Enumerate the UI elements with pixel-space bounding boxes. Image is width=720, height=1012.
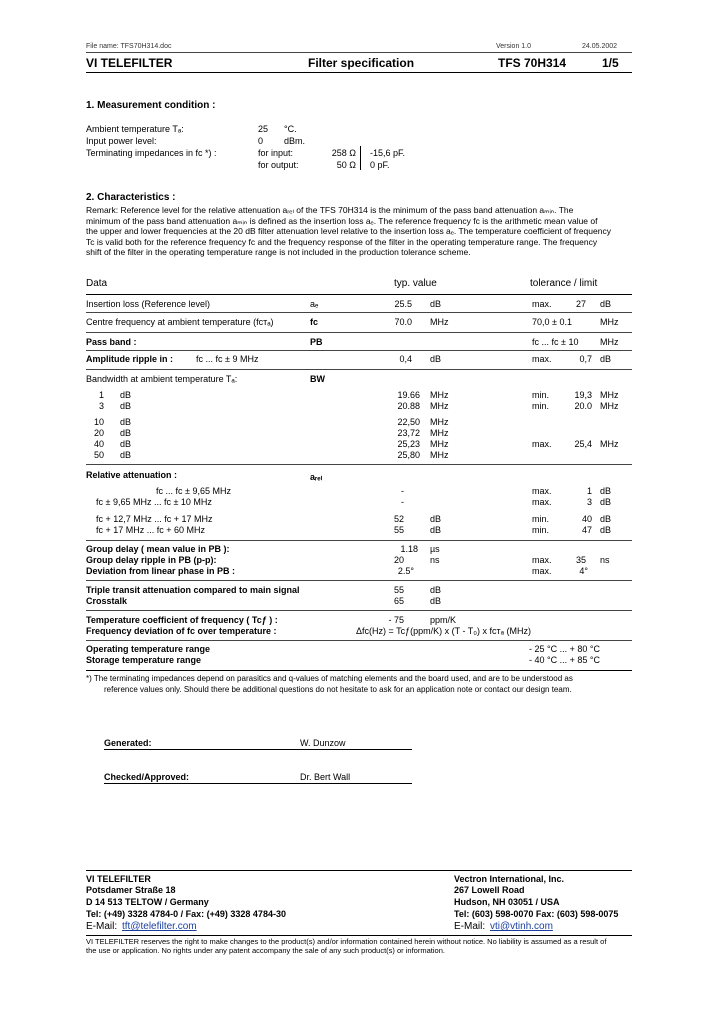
footer-right-line: Hudson, NH 03051 / USA [454,897,560,907]
row-label: Insertion loss (Reference level) [86,299,211,309]
gd-typ: 20 [393,555,404,565]
col-tolerance: tolerance / limit [530,278,598,289]
input-power-unit: dBm. [284,136,306,146]
footer-right-line: 267 Lowell Road [454,885,525,895]
table-rule [86,540,632,541]
gd-typ-unit: µs [430,544,440,554]
bw-unit: dB [120,390,132,400]
bw-tol-qual: min. [532,401,550,411]
gd-typ: 1.18 [400,544,418,554]
row-tol-unit: MHz [600,337,619,347]
tt-typ: 55 [393,585,404,595]
impedance-divider [360,146,361,170]
rel-att-condition: fᴄ ± 9,65 MHz ... fᴄ ± 10 MHz [96,497,212,507]
bw-unit: dB [120,417,132,427]
part-number: TFS 70H314 [498,56,567,70]
remark-line: Remark: Reference level for the relative attenuation aᵣₑₗ of the TFS 70H314 is the minimum of the pass band attenuation aₘᵢₙ. The [86,205,574,215]
op-temp-value: - 25 °C ... + 80 °C [529,644,600,654]
checked-label: Checked/Approved: [104,772,190,782]
gd-label: Group delay ( mean value in PB ): [86,544,230,554]
remark-line: Tc is valid both for the reference frequency fᴄ and the frequency response of the filter in the operating temperature range. The frequency [86,236,598,247]
row-typ: 25.5 [394,299,412,309]
row-tol-value: 0,7 [579,354,592,364]
rel-att-typ-unit: dB [430,525,442,535]
row-tol-unit: MHz [600,317,619,327]
footer-left-email-label: E-Mail: [86,921,118,932]
bw-tol-unit: MHz [600,390,619,400]
rel-att-tol-qual: min. [532,525,550,535]
footer-left-line: D 14 513 TELTOW / Germany [86,897,209,907]
gd-typ: 2.5° [397,566,414,576]
remark-line: shift of the filter in the operating temperature range is not included in the production tolerance scheme. [86,247,471,257]
col-data: Data [86,278,108,289]
measurement-heading: 1. Measurement condition : [86,100,216,111]
header-rule [86,72,632,73]
rel-att-typ: - [401,486,404,496]
row-typ-unit: dB [430,299,442,309]
disclaimer-line: VI TELEFILTER reserves the right to make changes to the product(s) and/or information contained herein without notice. No liability is assumed as a result of [86,937,607,946]
bw-typ: 22,50 [397,417,420,427]
remark-paragraph [86,205,620,258]
rel-att-label: Relative attenuation : [86,470,178,480]
table-rule [86,640,632,641]
footer-right-email-link[interactable]: vti@vtinh.com [490,921,553,932]
rel-att-typ: - [401,497,404,507]
gd-tol-value: 4° [579,566,588,576]
row-label: Centre frequency at ambient temperature (fᴄᴛₐ) [86,317,274,327]
characteristics-heading: 2. Characteristics : [86,192,176,203]
bw-typ: 20.88 [397,401,420,411]
tc-typ: - 75 [388,615,404,625]
table-rule [86,610,632,611]
table-rule [86,312,632,313]
rel-att-tol-unit: dB [600,486,612,496]
impedance-output-value: 50 Ω [336,160,356,170]
storage-temp-label: Storage temperature range [86,655,202,665]
bw-tol-qual: max. [532,439,552,449]
gd-label: Deviation from linear phase in PB : [86,566,236,576]
rel-att-typ: 52 [393,514,404,524]
bw-unit: dB [120,450,132,460]
table-rule [86,580,632,581]
footer-rule-bottom [86,935,632,936]
impedance-input-value: 258 Ω [331,148,356,158]
footer-left-line: Potsdamer Straße 18 [86,885,176,895]
rel-att-tol-value: 40 [581,514,592,524]
table-rule [86,332,632,333]
rel-att-condition: fᴄ + 12,7 MHz ... fᴄ + 17 MHz [96,514,213,524]
row-tol-qual: 70,0 ± 0.1 [532,317,572,327]
impedance-input-cap: -15,6 pF. [370,148,406,158]
ambient-temp-label: Ambient temperature Tₐ: [86,124,184,134]
row-tol-qual: fᴄ ... fᴄ ± 10 [532,337,579,347]
rel-att-typ-unit: dB [430,514,442,524]
remark-line: minimum of the pass band attenuation aₘᵢₙ is defined as the insertion loss aₑ. The reference frequency fᴄ is the arithmetic mean value of [86,215,598,226]
table-rule [86,350,632,351]
header-rule-top [86,52,632,53]
rel-att-tol-qual: max. [532,497,552,507]
tc-label: Temperature coefficient of frequency ( Tcƒ ) : [86,615,278,625]
row-tol-unit: dB [600,299,612,309]
bw-typ-unit: MHz [430,450,449,460]
freq-dev-formula: Δfᴄ(Hz) = Tcƒ(ppm/K) x (T - T₀) x fᴄᴛₐ (MHz) [356,626,531,636]
rel-att-tol-value: 3 [586,497,592,507]
rel-att-typ: 55 [393,525,404,535]
tc-unit: ppm/K [430,615,457,625]
bw-level: 20 [93,428,104,438]
row-symbol: aₑ [310,299,319,309]
bw-tol-value: 19,3 [574,390,592,400]
table-rule [86,670,632,671]
disclaimer-line: the use or application. No rights under any patent accompany the sale of any such product(s) or information. [86,946,445,955]
row-typ: 70.0 [394,317,412,327]
bw-tol-value: 25,4 [574,439,592,449]
rel-att-tol-qual: min. [532,514,550,524]
row-label: Pass band : [86,337,137,347]
storage-temp-value: - 40 °C ... + 85 °C [529,655,600,665]
input-power-value: 0 [258,136,264,146]
rel-att-tol-value: 47 [581,525,592,535]
bw-tol-qual: min. [532,390,550,400]
gd-tol-unit: ns [600,555,610,565]
col-typ: typ. value [394,278,437,289]
bw-typ: 25,23 [397,439,420,449]
doc-title: Filter specification [308,56,415,70]
disclaimer [86,937,620,955]
row-typ: 0,4 [399,354,412,364]
gd-tol-value: 35 [575,555,586,565]
bw-level: 3 [98,401,104,411]
footer-rule [86,870,632,871]
freq-dev-label: Frequency deviation of fᴄ over temperature : [86,626,277,636]
footer-left-line: Tel: (+49) 3328 4784-0 / Fax: (+49) 3328 4784-30 [86,909,286,919]
footnote [86,674,620,695]
rel-att-tol-unit: dB [600,514,612,524]
rel-att-tol-unit: dB [600,525,612,535]
impedance-label: Terminating impedances in fᴄ *) : [86,148,217,158]
impedance-output-cap: 0 pF. [370,160,390,170]
bw-typ: 23,72 [397,428,420,438]
company-name: VI TELEFILTER [86,56,173,70]
gd-label: Group delay ripple in PB (p-p): [86,555,217,565]
version: Version 1.0 [496,43,532,50]
row-tol-unit: dB [600,354,612,364]
bw-unit: dB [120,401,132,411]
bw-typ-unit: MHz [430,417,449,427]
generated-label: Generated: [104,738,152,748]
bw-typ-unit: MHz [430,390,449,400]
rel-att-tol-unit: dB [600,497,612,507]
bw-level: 50 [93,450,104,460]
row-tol-qual: max. [532,354,552,364]
rel-att-condition: fᴄ ... fᴄ ± 9,65 MHz [156,486,231,496]
impedance-input-label: for input: [258,148,294,158]
tt-label: Triple transit attenuation compared to main signal [86,585,300,595]
doc-date: 24.05.2002 [582,43,618,50]
ambient-temp-value: 25 [258,124,269,134]
footer-left-email-link[interactable]: tft@telefilter.com [122,921,197,932]
gd-tol-qual: max. [532,555,552,565]
table-rule [86,294,632,295]
gd-typ-unit: ns [430,555,440,565]
table-rule [86,369,632,370]
bw-typ-unit: MHz [430,401,449,411]
row-symbol: PB [310,337,323,347]
bw-level: 1 [98,390,104,400]
ambient-temp-unit: °C. [284,124,297,134]
rel-att-condition: fᴄ + 17 MHz ... fᴄ + 60 MHz [96,525,206,535]
bw-unit: dB [120,428,132,438]
row-symbol: fᴄ [310,317,319,327]
bandwidth-symbol: BW [310,374,325,384]
impedance-output-label: for output: [258,160,299,170]
footer-left-line: VI TELEFILTER [86,874,151,884]
bandwidth-label: Bandwidth at ambient temperature Tₐ: [86,374,238,384]
footnote-line: *) The terminating impedances depend on parasitics and q-values of matching elements and the board used, and are to be understood as [86,674,573,683]
footer-right-line: Vectron International, Inc. [454,874,565,884]
row-condition: fᴄ ... fᴄ ± 9 MHz [196,354,259,364]
row-typ-unit: MHz [430,317,449,327]
row-typ-unit: dB [430,354,442,364]
bw-unit: dB [120,439,132,449]
op-temp-label: Operating temperature range [86,644,211,654]
footnote-line: reference values only. Should there be additional questions do not hesitate to ask for an application note or contact our design team. [104,684,572,694]
remark-line: the upper and lower frequencies at the 20 dB filter attenuation level relative to the insertion loss aₑ. The temperature coefficient of frequency [86,226,611,236]
crosstalk-typ: 65 [393,596,404,606]
rel-att-tol-value: 1 [586,486,592,496]
footer-right-line: Tel: (603) 598-0070 Fax: (603) 598-0075 [454,909,619,919]
row-tol-qual: max. [532,299,552,309]
row-label: Amplitude ripple in : [86,354,173,364]
generated-name: W. Dunzow [300,738,346,748]
input-power-label: Input power level: [86,136,157,146]
table-rule [86,464,632,465]
rel-att-tol-qual: max. [532,486,552,496]
bw-level: 10 [93,417,104,427]
generated-signature-line [104,749,412,750]
bw-typ: 25,80 [397,450,420,460]
row-tol-value: 27 [575,299,586,309]
page-number: 1/5 [602,56,619,70]
bw-typ-unit: MHz [430,439,449,449]
checked-signature-line [104,783,412,784]
gd-tol-qual: max. [532,566,552,576]
footer-right-email-label: E-Mail: [454,921,486,932]
crosstalk-label: Crosstalk [86,596,128,606]
checked-name: Dr. Bert Wall [300,772,351,782]
crosstalk-typ-unit: dB [430,596,442,606]
tt-typ-unit: dB [430,585,442,595]
bw-tol-value: 20.0 [574,401,592,411]
rel-att-symbol: aᵣₑₗ [310,472,323,482]
bw-typ-unit: MHz [430,428,449,438]
bw-tol-unit: MHz [600,439,619,449]
bw-tol-unit: MHz [600,401,619,411]
bw-level: 40 [93,439,104,449]
bw-typ: 19.66 [397,390,420,400]
file-name: File name: TFS70H314.doc [86,43,172,50]
